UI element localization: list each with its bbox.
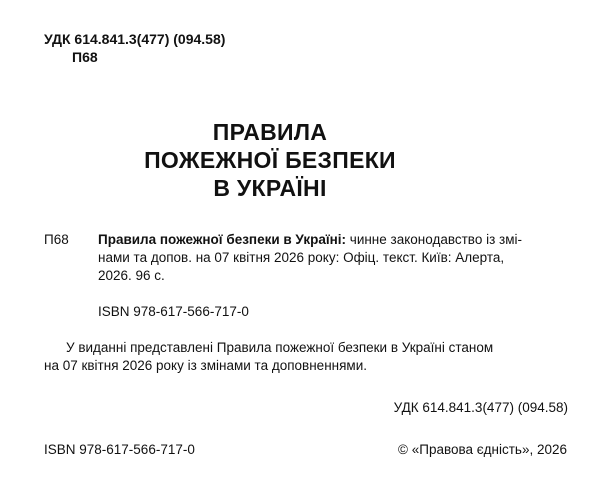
book-title-line-1: ПРАВИЛА (212, 119, 328, 145)
isbn-footer: ISBN 978-617-566-717-0 (44, 442, 195, 457)
bibliographic-text (98, 231, 576, 285)
author-code-top: П68 (72, 49, 98, 65)
book-title (90, 118, 450, 202)
isbn-middle: ISBN 978-617-566-717-0 (98, 304, 249, 319)
bibliographic-description (44, 231, 576, 285)
book-title-line-2: ПОЖЕЖНОЇ БЕЗПЕКИ (144, 147, 396, 173)
bibliographic-line-1 (98, 231, 576, 249)
udc-code-top: УДК 614.841.3(477) (094.58) (44, 31, 226, 47)
bibliographic-line-3: 2026. 96 с. (98, 268, 165, 283)
bibliographic-line-1-rest: чинне законодавство із змі- (346, 232, 522, 247)
annotation (44, 339, 576, 375)
bibliographic-line-2: нами та допов. на 07 квітня 2026 року: Офіц. текст. Київ: Алерта, (98, 250, 505, 265)
bibliographic-author-code: П68 (44, 232, 69, 247)
annotation-line-1: У виданні представлені Правила пожежної безпеки в Україні станом (66, 340, 494, 355)
udc-code-bottom: УДК 614.841.3(477) (094.58) (393, 400, 568, 415)
book-title-line-3: В УКРАЇНІ (213, 175, 327, 201)
annotation-line-2: на 07 квітня 2026 року із змінами та доповненнями. (44, 358, 367, 373)
bibliographic-title: Правила пожежної безпеки в Україні: (98, 232, 347, 247)
copyright-notice: © «Правова єдність», 2026 (398, 442, 567, 457)
